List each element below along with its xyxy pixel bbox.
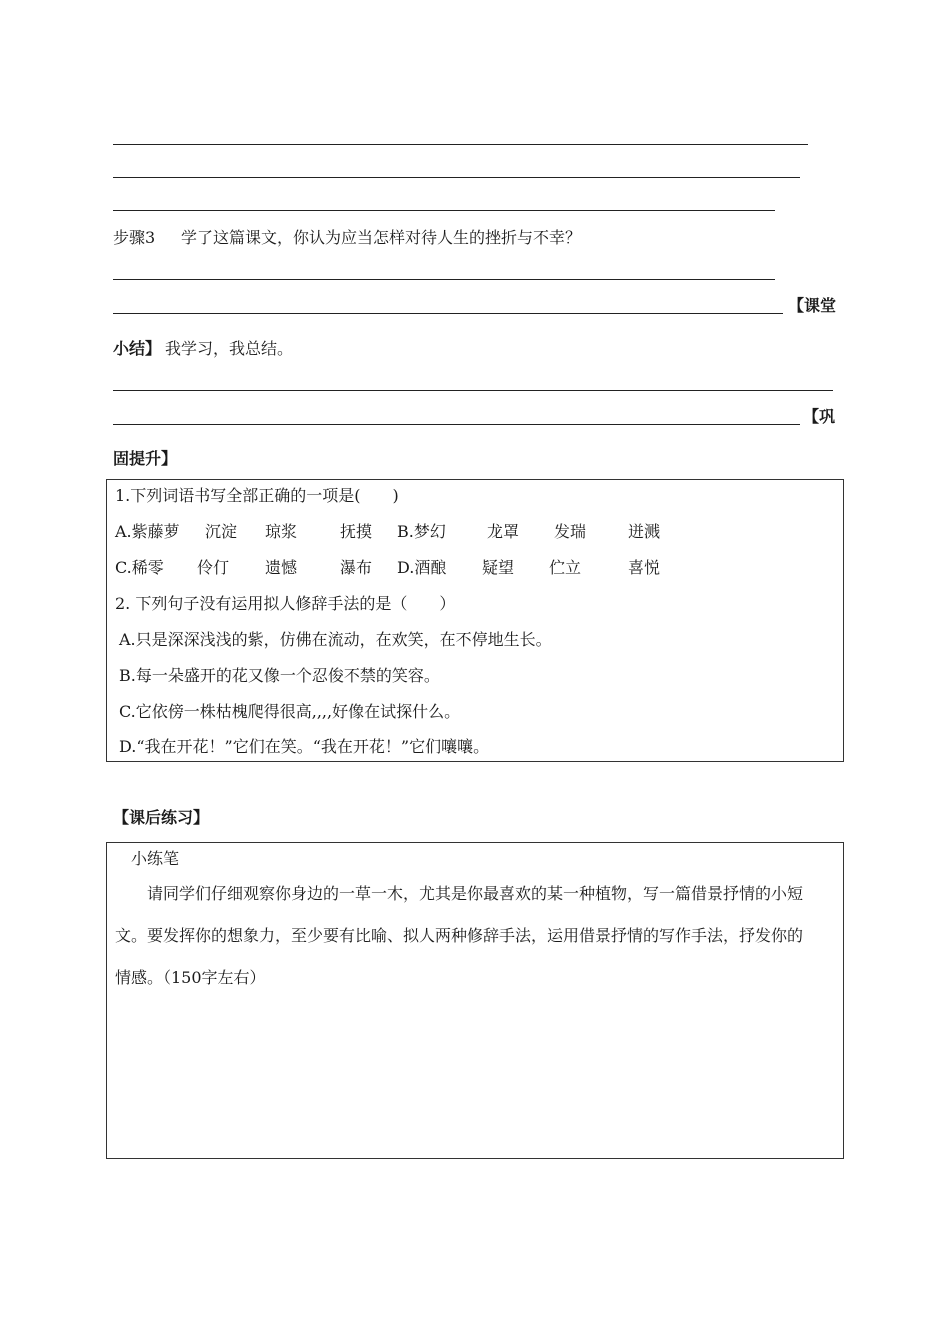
q1-word: 伫立 (549, 558, 582, 577)
homework-line: 请同学们仔细观察你身边的一草一木，尤其是你最喜欢的某一种植物，写一篇借景抒情的小短 (147, 884, 804, 903)
answer-line[interactable] (113, 177, 800, 178)
q2-option-d: D.“我在开花！”它们在笑。“我在开花！”它们嚷嚷。 (119, 737, 490, 756)
q1-word: 瀑布 (340, 558, 373, 577)
q1-word: 琼浆 (265, 522, 298, 541)
q2-option-c: C.它依傍一株枯槐爬得很高,,,,好像在试探什么。 (119, 702, 461, 721)
q1-word: 喜悦 (628, 558, 661, 577)
q1-option-b: B.梦幻 (397, 522, 446, 541)
consolidate-tag-end: 固提升】 (113, 449, 178, 468)
q2-option-a: A.只是深深浅浅的紫，仿佛在流动，在欢笑，在不停地生长。 (119, 630, 552, 649)
summary-tag-end: 小结】 (113, 339, 162, 358)
q1-option-c: C.稀零 (115, 558, 164, 577)
q1-word: 发瑞 (554, 522, 587, 541)
q1-word: 疑望 (482, 558, 515, 577)
summary-tag-start: 【课堂 (788, 296, 837, 315)
q1-word: 抚摸 (340, 522, 373, 541)
consolidate-tag-start: 【巩 (803, 407, 836, 426)
answer-line[interactable] (113, 144, 808, 145)
answer-line[interactable] (113, 210, 775, 211)
q1-word: 龙罩 (487, 522, 520, 541)
summary-text: 我学习，我总结。 (165, 339, 294, 358)
q1-word: 沉淀 (205, 522, 238, 541)
homework-title: 小练笔 (131, 849, 180, 868)
step3-question: 学了这篇课文，你认为应当怎样对待人生的挫折与不幸？ (181, 228, 582, 247)
q1-word: 遗憾 (265, 558, 298, 577)
step3-label: 步骤3 (113, 228, 156, 247)
answer-line[interactable] (113, 424, 800, 425)
q1-option-d: D.酒酿 (397, 558, 447, 577)
homework-line: 情感。（150字左右） (115, 968, 266, 987)
q1-word: 伶仃 (197, 558, 230, 577)
homework-box[interactable] (106, 842, 844, 1159)
q1-stem: 1.下列词语书写全部正确的一项是( ) (115, 486, 399, 505)
homework-header: 【课后练习】 (113, 808, 210, 827)
answer-line[interactable] (113, 313, 783, 314)
q1-option-a: A.紫藤萝 (115, 522, 180, 541)
q1-word: 迸溅 (628, 522, 661, 541)
answer-line[interactable] (113, 279, 775, 280)
homework-line: 文。要发挥你的想象力，至少要有比喻、拟人两种修辞手法，运用借景抒情的写作手法，抒发你的 (115, 926, 804, 945)
q2-stem: 2. 下列句子没有运用拟人修辞手法的是（ ） (115, 594, 456, 613)
answer-line[interactable] (113, 390, 833, 391)
quiz-box (106, 479, 844, 762)
q2-option-b: B.每一朵盛开的花又像一个忍俊不禁的笑容。 (119, 666, 440, 685)
